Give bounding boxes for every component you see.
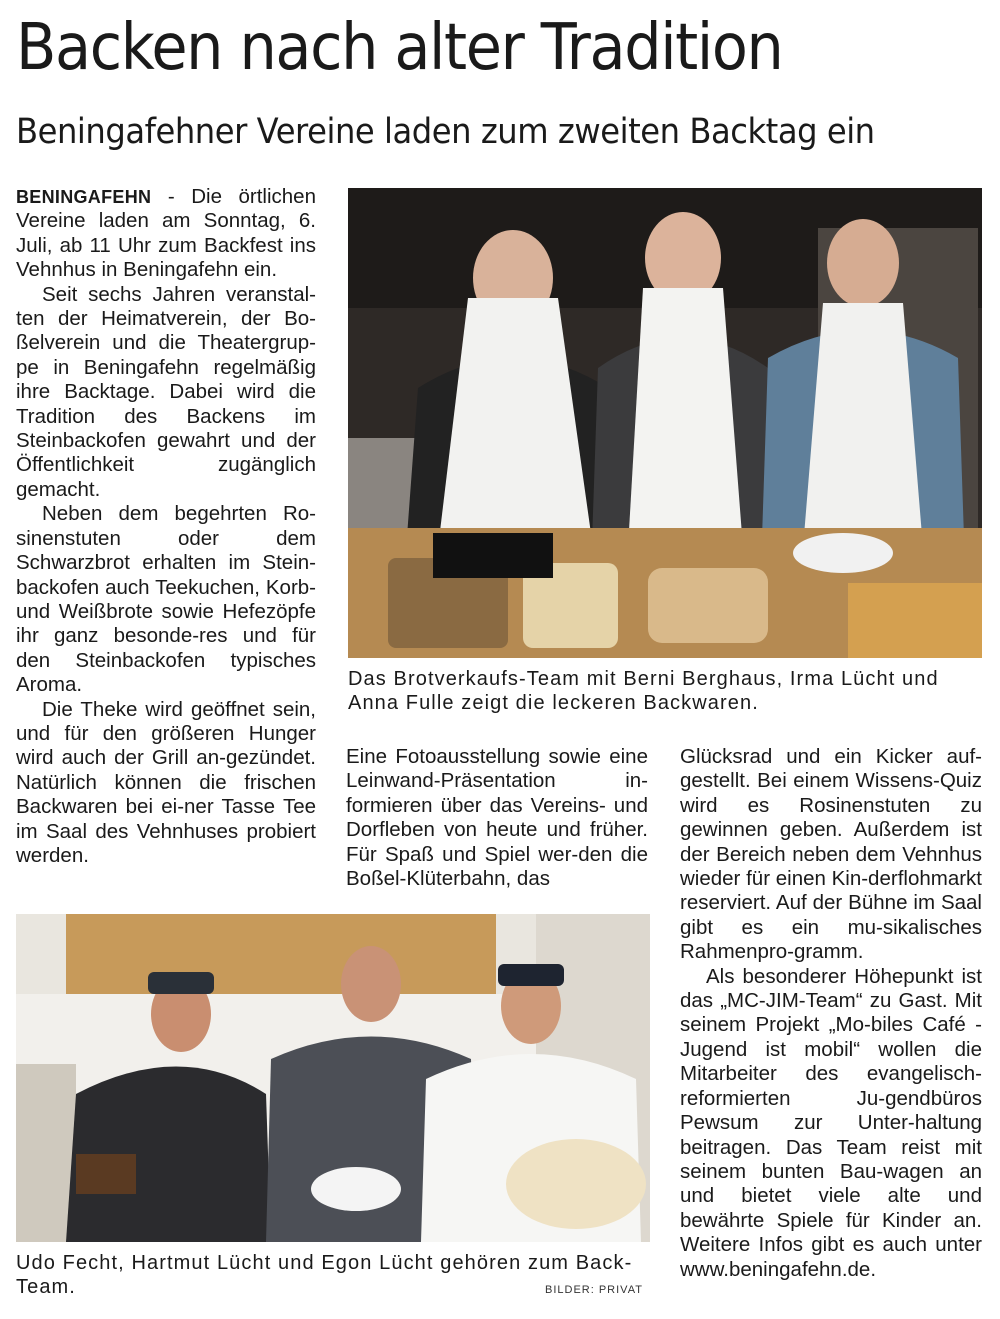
paragraph-7: Als besonderer Höhepunkt ist das „MC-JIM-Team“ zu Gast. Mit seinem Projekt „Mo-​biles Café - Jugend ist mobil“ wollen die Mitarbeiter des evangelisch-​reformierten Ju-​gendbüros Pewsum zur Unter-​haltung beitragen. Das Team reist mit seinem bunten Bau-​wagen an und bietet viele alte und bewährte Spiele für Kinder an. Weitere Infos gibt es auch unter www.beningafehn.de. — [680, 964, 982, 1281]
paragraph-1 — [16, 185, 316, 283]
paragraph-3: Neben dem begehrten Ro-​sinenstuten oder dem Schwarzbrot erhalten im Stein-​backofen auch Teekuchen, Korb- und Weißbrote sowie Hefezöpfe ihr ganz besonde-​res und für den Steinbackofen typisches Aroma. — [16, 502, 316, 697]
paragraph-6: Glücksrad und ein Kicker auf-​gestellt. Bei einem Wissens-Quiz wird es Rosinenstuten zu gewinnen geben. Außerdem ist der Bereich neben dem Vehnhus wieder für einen Kin-​derflohmarkt reserviert. Auf der Bühne im Saal gibt es ein mu-​sikalisches Rahmenpro-​gramm. — [680, 745, 982, 964]
paragraph-2: Seit sechs Jahren veranstal-​ten der Heimatverein, der Bo-​ßelverein und die Theatergrup-​pe in Beningafehn regelmäßig ihre Backtage. Dabei wird die Tradition des Backens im Steinbackofen gewahrt und der Öffentlichkeit zugänglich gemacht. — [16, 282, 316, 501]
photo-caption-bottom: Udo Fecht, Hartmut Lücht und Egon Lücht gehören zum Back-Team. — [16, 1252, 633, 1298]
dateline: BENINGAFEHN — [16, 187, 152, 207]
text-column-3 — [680, 745, 982, 1282]
photo-credit: BILDER: PRIVAT — [545, 1284, 643, 1296]
photo-baking-team — [16, 914, 650, 1242]
text-column-2 — [346, 745, 648, 891]
paragraph-5: Eine Fotoausstellung sowie eine Leinwand-Präsentation in-​formieren über das Vereins- und Dorfleben von heute und früher. Für Spaß und Spiel wer-​den die Boßel-Klüterbahn, das — [346, 745, 648, 891]
paragraph-4: Die Theke wird geöffnet sein, und für den größeren Hunger wird auch der Grill an-​gezündet. Natürlich können die frischen Backwaren bei ei-​ner Tasse Tee im Saal des Vehnhuses probiert werden. — [16, 697, 316, 867]
headline: Backen nach alter Tradition — [16, 11, 783, 85]
paragraph-text: - Die örtlichen Vereine laden am Sonntag, 6. Juli, ab 11 Uhr zum Backfest ins Vehnhus in Beningafehn ein. — [16, 185, 316, 282]
photo-caption-top: Das Brotverkaufs-Team mit Berni Berghaus, Irma Lücht und Anna Fulle zeigt die leckeren Backwaren. — [348, 668, 939, 714]
subheadline: Beningafehner Vereine laden zum zweiten Backtag ein — [16, 112, 875, 152]
text-column-1 — [16, 185, 316, 868]
photo-bread-sales-team — [348, 188, 982, 658]
